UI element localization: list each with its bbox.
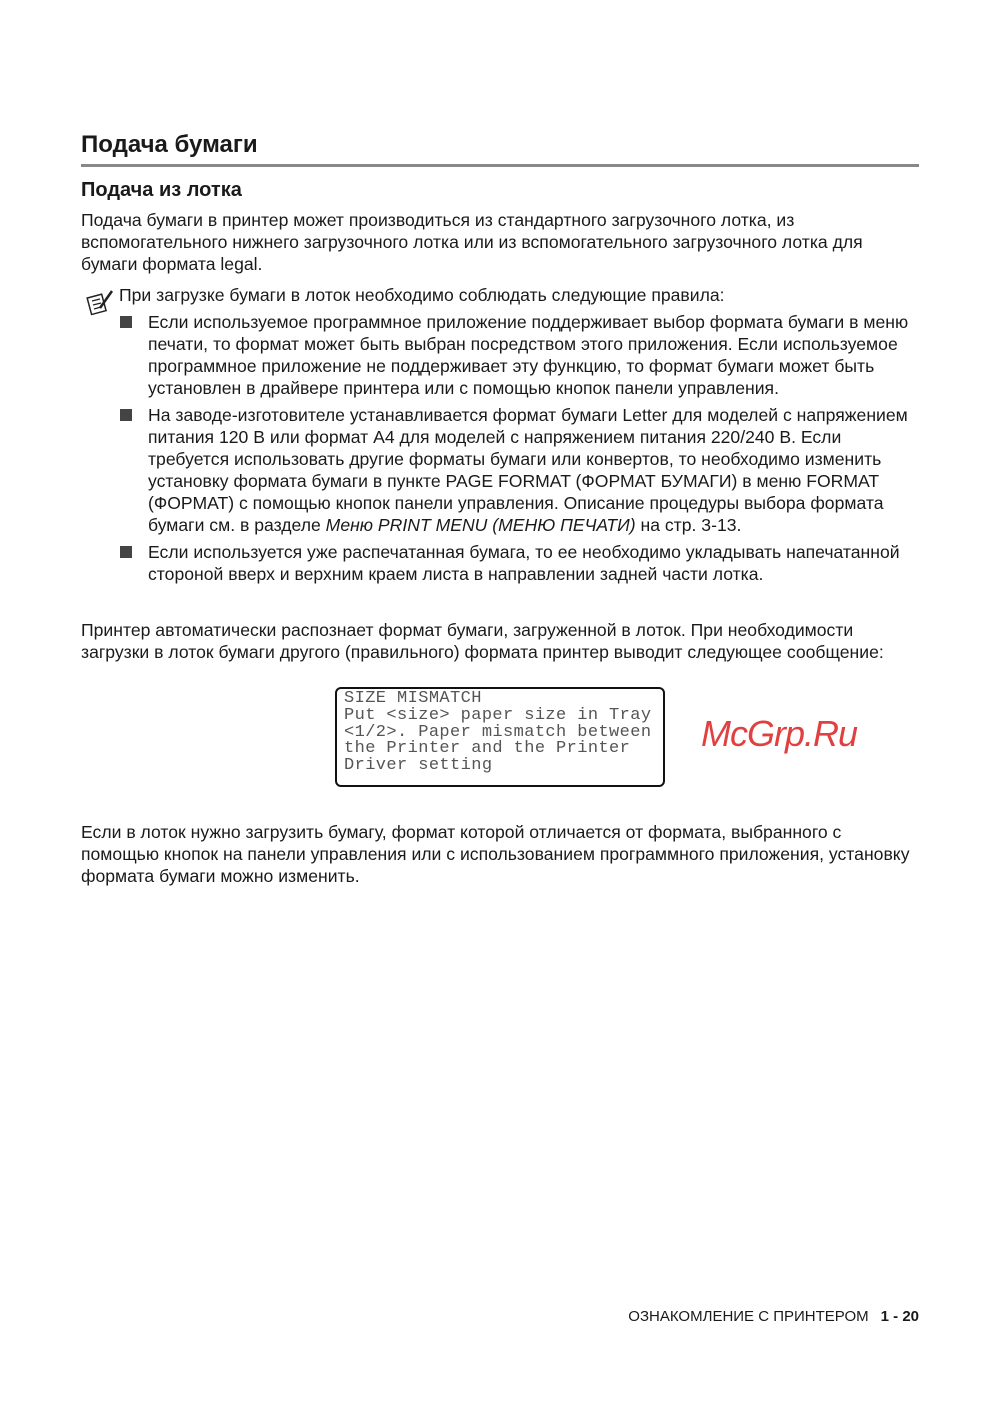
note-bullet — [81, 541, 921, 585]
bullet-square-icon — [120, 546, 132, 558]
page-heading: Подача бумаги — [81, 131, 258, 158]
page-footer — [628, 1308, 919, 1325]
note-block — [81, 284, 921, 585]
intro-paragraph: Подача бумаги в принтер может производиться из стандартного загрузочного лотка, из вспомогательного нижнего загрузочного лотка или из вспомогательного загрузочного лотка для бумаги формата legal. — [81, 210, 863, 274]
note-lead: При загрузке бумаги в лоток необходимо соблюдать следующие правила: — [119, 285, 725, 305]
note-bullet — [81, 404, 921, 536]
footer-section: ОЗНАКОМЛЕНИЕ С ПРИНТЕРОМ — [628, 1308, 869, 1325]
closing-paragraph: Если в лоток нужно загрузить бумагу, формат которой отличается от формата, выбранного с помощью кнопок на панели управления или с использованием программного приложения, установку формата бумаги можно изменить. — [81, 822, 910, 886]
lcd-area — [81, 687, 921, 787]
menu-reference: Меню PRINT MENU (МЕНЮ ПЕЧАТИ) — [325, 515, 636, 535]
note-bullet — [81, 311, 921, 399]
watermark: McGrp.Ru — [701, 713, 858, 754]
page-number: 1 - 20 — [880, 1308, 919, 1325]
page-reference: на стр. 3-13. — [635, 515, 742, 535]
bullet-text: Если используемое программное приложение поддерживает выбор формата бумаги в меню печати, то формат может быть выбран посредством этого приложения. Если используемое программное приложение не поддерживает эту функцию, то формат бумаги может быть установлен в драйвере принтера или с помощью кнопок панели управления. — [148, 312, 909, 398]
heading-rule — [81, 164, 919, 167]
auto-detect-paragraph: Принтер автоматически распознает формат бумаги, загруженной в лоток. При необходимости загрузки в лоток бумаги другого (правильного) формата принтер выводит следующее сообщение: — [81, 620, 884, 662]
lcd-message-box: SIZE MISMATCH Put <size> paper size in Tray <1/2>. Paper mismatch between the Printer and the Printer Driver setting — [335, 687, 665, 787]
bullet-text: На заводе-изготовителе устанавливается формат бумаги Letter для моделей с напряжением питания 120 В или формат А4 для моделей с напряжением питания 220/240 В. Если требуется использовать другие форматы бумаги или конвертов, то необходимо изменить установку формата бумаги в пункте PAGE FORMAT (ФОРМАТ БУМАГИ) в меню FORMAT (ФОРМАТ) с помощью кнопок панели управления. Описание процедуры выбора формата бумаги см. в разделе — [148, 405, 908, 535]
bullet-square-icon — [120, 409, 132, 421]
section-heading: Подача из лотка — [81, 179, 242, 201]
bullet-text: Если используется уже распечатанная бумага, то ее необходимо укладывать напечатанной стороной вверх и верхним краем листа в направлении задней части лотка. — [148, 542, 900, 584]
bullet-square-icon — [120, 316, 132, 328]
page-content — [81, 130, 921, 887]
